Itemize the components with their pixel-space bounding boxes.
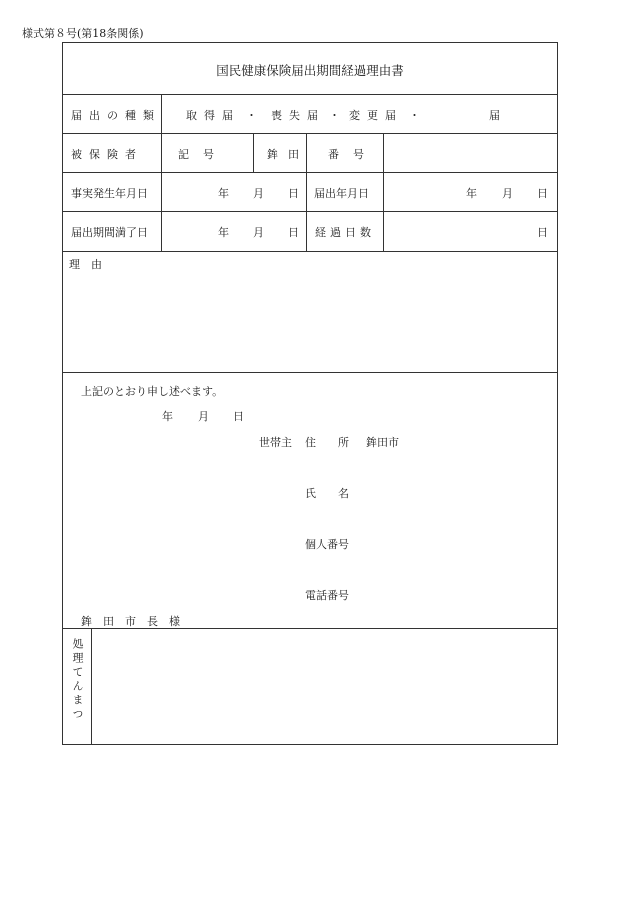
- declaration-month-unit: 月: [198, 410, 209, 423]
- fact-month-unit: 月: [253, 187, 264, 200]
- declaration-statement: 上記のとおり申し述べます。: [81, 385, 224, 398]
- separator-dot: ・: [409, 109, 420, 122]
- insured-label: 被保険者: [71, 148, 143, 161]
- reason-label: 理 由: [69, 258, 102, 271]
- declaration-day-unit: 日: [233, 410, 244, 423]
- form-number-note: 様式第８号(第18条関係): [22, 27, 144, 40]
- phone-label: 電話番号: [305, 589, 349, 602]
- separator-dot: ・: [246, 109, 257, 122]
- fact-date-label: 事実発生年月日: [71, 187, 148, 200]
- option-other-suffix: 届: [489, 109, 500, 122]
- my-number-label: 個人番号: [305, 538, 349, 551]
- filing-date-label: 届出年月日: [314, 187, 369, 200]
- period-month-unit: 月: [253, 226, 264, 239]
- addressee: 鉾 田 市 長 様: [81, 615, 180, 628]
- period-day-unit: 日: [288, 226, 299, 239]
- fact-day-unit: 日: [288, 187, 299, 200]
- filing-day-unit: 日: [537, 187, 548, 200]
- option-loss[interactable]: 喪失届: [271, 109, 325, 122]
- fact-year-unit: 年: [218, 187, 229, 200]
- head-of-household-label: 世帯主: [259, 436, 292, 449]
- filing-month-unit: 月: [502, 187, 513, 200]
- option-change[interactable]: 変更届: [349, 109, 403, 122]
- processing-field[interactable]: [93, 630, 555, 742]
- form-title: 国民健康保険届出期間経過理由書: [216, 63, 404, 78]
- symbol-label: 記号: [178, 148, 228, 161]
- number-label: 番号: [328, 148, 378, 161]
- reason-field[interactable]: [65, 271, 555, 369]
- elapsed-days-unit: 日: [537, 226, 548, 239]
- option-acquire[interactable]: 取得届: [186, 109, 240, 122]
- symbol-value: 鉾田: [267, 148, 309, 161]
- name-label: 氏 名: [305, 487, 349, 500]
- period-end-label: 届出期間満了日: [71, 226, 148, 239]
- separator-dot: ・: [329, 109, 340, 122]
- declaration-year-unit: 年: [162, 410, 173, 423]
- period-year-unit: 年: [218, 226, 229, 239]
- address-label: 住 所: [305, 436, 349, 449]
- number-field[interactable]: [385, 134, 556, 171]
- reason-form: [62, 42, 558, 745]
- address-value: 鉾田市: [366, 436, 399, 449]
- filing-year-unit: 年: [466, 187, 477, 200]
- notification-type-label: 届出の種類: [71, 109, 161, 122]
- elapsed-days-label: 経過日数: [315, 226, 375, 239]
- processing-label: 処理てんまつ: [71, 638, 84, 722]
